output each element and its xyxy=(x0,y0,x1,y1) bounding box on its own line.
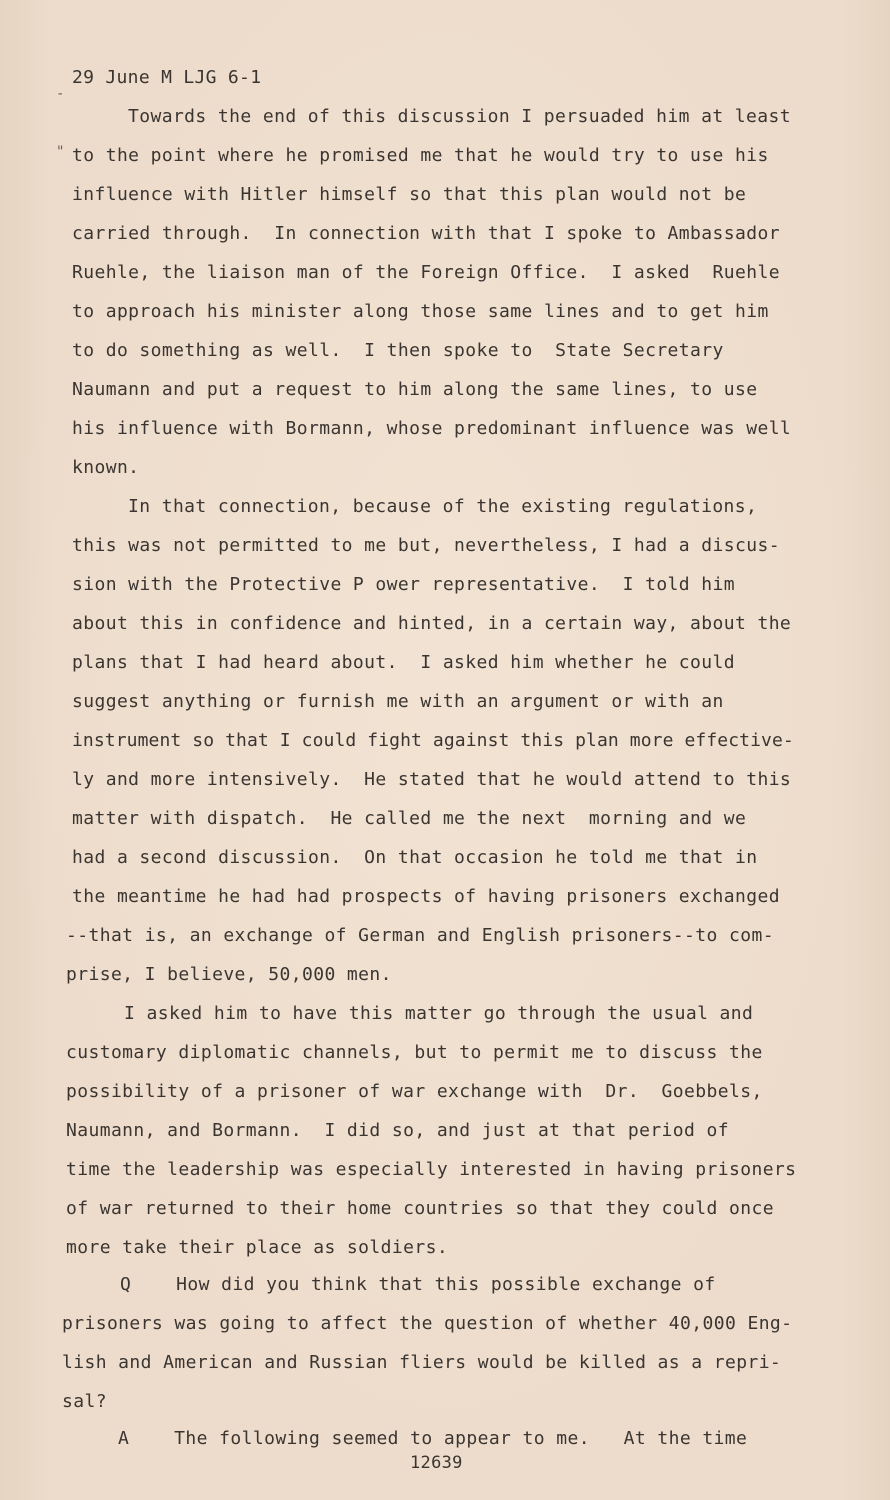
answer-line: A The following seemed to appear to me. At the time xyxy=(118,1428,748,1449)
question-line: Q How did you think that this possible exchange of xyxy=(120,1274,716,1295)
text-line: ly and more intensively. He stated that he would attend to this xyxy=(72,769,792,790)
text-line: prisoners was going to affect the question of whether 40,000 Eng- xyxy=(62,1313,793,1334)
text-line: his influence with Bormann, whose predominant influence was well xyxy=(72,418,792,439)
text-line: of war returned to their home countries so that they could once xyxy=(66,1198,774,1219)
text-line: Naumann, and Bormann. I did so, and just at that period of xyxy=(66,1120,729,1141)
margin-mark: " xyxy=(56,144,65,160)
text-line: Towards the end of this discussion I persuaded him at least xyxy=(128,106,791,127)
text-line: I asked him to have this matter go through the usual and xyxy=(124,1003,754,1024)
text-line: to approach his minister along those same lines and to get him xyxy=(72,301,769,322)
text-line: In that connection, because of the existing regulations, xyxy=(128,496,758,517)
document-header: 29 June M LJG 6-1 xyxy=(72,67,262,88)
text-line: sal? xyxy=(62,1391,107,1412)
text-line: about this in confidence and hinted, in a certain way, about the xyxy=(72,613,792,634)
text-line: carried through. In connection with that I spoke to Ambassador xyxy=(72,223,780,244)
text-line: --that is, an exchange of German and English prisoners--to com- xyxy=(66,925,774,946)
text-line: more take their place as soldiers. xyxy=(66,1237,449,1258)
text-line: Naumann and put a request to him along the same lines, to use xyxy=(72,379,758,400)
text-line: had a second discussion. On that occasion he told me that in xyxy=(72,847,758,868)
text-line: matter with dispatch. He called me the next morning and we xyxy=(72,808,747,829)
text-line: to do something as well. I then spoke to State Secretary xyxy=(72,340,724,361)
text-line: the meantime he had had prospects of having prisoners exchanged xyxy=(72,886,780,907)
text-line: Ruehle, the liaison man of the Foreign Office. I asked Ruehle xyxy=(72,262,780,283)
text-line: suggest anything or furnish me with an argument or with an xyxy=(72,691,724,712)
margin-mark: - xyxy=(56,86,65,102)
text-line: prise, I believe, 50,000 men. xyxy=(66,964,392,985)
text-line: influence with Hitler himself so that this plan would not be xyxy=(72,184,747,205)
text-line: customary diplomatic channels, but to permit me to discuss the xyxy=(66,1042,763,1063)
text-line: lish and American and Russian fliers would be killed as a repri- xyxy=(62,1352,782,1373)
text-line: possibility of a prisoner of war exchange with Dr. Goebbels, xyxy=(66,1081,763,1102)
text-line: plans that I had heard about. I asked him whether he could xyxy=(72,652,735,673)
text-line: to the point where he promised me that he would try to use his xyxy=(72,145,769,166)
page-number: 12639 xyxy=(410,1453,463,1473)
text-line: time the leadership was especially interested in having prisoners xyxy=(66,1159,797,1180)
text-line: known. xyxy=(72,457,140,478)
text-line: sion with the Protective P ower representative. I told him xyxy=(72,574,735,595)
text-line: instrument so that I could fight against this plan more effective- xyxy=(72,730,794,751)
text-line: this was not permitted to me but, nevertheless, I had a discus- xyxy=(72,535,780,556)
